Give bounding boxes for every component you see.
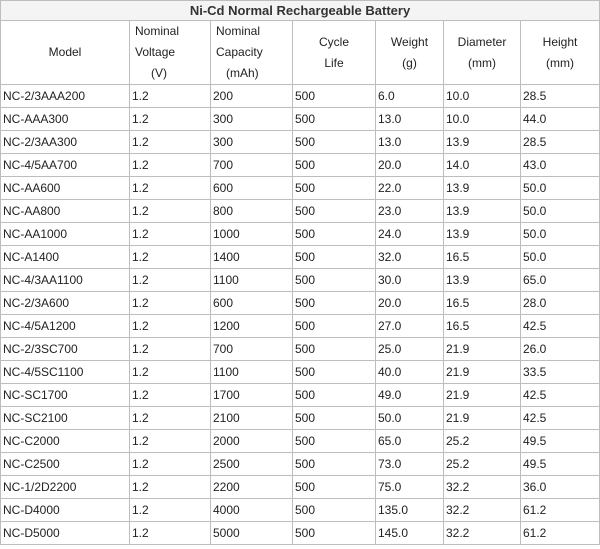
header-weight [376, 21, 444, 85]
cell-cycle-life: 500 [293, 499, 376, 522]
cell-weight: 23.0 [376, 200, 444, 223]
header-nominal-voltage [130, 21, 211, 85]
cell-nominal-capacity: 600 [211, 177, 293, 200]
table-row [1, 292, 600, 315]
header-model-line: Model [48, 45, 82, 59]
cell-cycle-life: 500 [293, 338, 376, 361]
cell-nominal-capacity: 1000 [211, 223, 293, 246]
cell-nominal-voltage: 1.2 [130, 476, 211, 499]
cell-height: 42.5 [521, 407, 600, 430]
cell-diameter: 10.0 [444, 85, 521, 108]
cell-cycle-life: 500 [293, 522, 376, 545]
header-height [521, 21, 600, 85]
cell-diameter: 13.9 [444, 223, 521, 246]
cell-weight: 20.0 [376, 154, 444, 177]
cell-weight: 25.0 [376, 338, 444, 361]
cell-model: NC-AA800 [1, 200, 130, 223]
cell-diameter: 25.2 [444, 430, 521, 453]
header-line: Diameter [457, 34, 507, 49]
cell-nominal-capacity: 700 [211, 154, 293, 177]
table-row [1, 499, 600, 522]
cell-nominal-capacity: 2000 [211, 430, 293, 453]
cell-weight: 32.0 [376, 246, 444, 269]
cell-nominal-voltage: 1.2 [130, 361, 211, 384]
cell-nominal-capacity: 1400 [211, 246, 293, 269]
cell-diameter: 21.9 [444, 384, 521, 407]
cell-nominal-voltage: 1.2 [130, 430, 211, 453]
cell-weight: 30.0 [376, 269, 444, 292]
cell-diameter: 16.5 [444, 315, 521, 338]
cell-weight: 13.0 [376, 131, 444, 154]
cell-nominal-capacity: 4000 [211, 499, 293, 522]
table-row [1, 407, 600, 430]
cell-model: NC-C2000 [1, 430, 130, 453]
cell-height: 49.5 [521, 430, 600, 453]
cell-diameter: 13.9 [444, 200, 521, 223]
cell-nominal-capacity: 800 [211, 200, 293, 223]
cell-cycle-life: 500 [293, 384, 376, 407]
cell-model: NC-SC2100 [1, 407, 130, 430]
cell-model: NC-4/3AA1100 [1, 269, 130, 292]
cell-weight: 135.0 [376, 499, 444, 522]
cell-cycle-life: 500 [293, 476, 376, 499]
header-model [1, 21, 130, 85]
cell-weight: 24.0 [376, 223, 444, 246]
cell-cycle-life: 500 [293, 292, 376, 315]
cell-model: NC-D4000 [1, 499, 130, 522]
cell-weight: 75.0 [376, 476, 444, 499]
cell-model: NC-4/5AA700 [1, 154, 130, 177]
cell-nominal-voltage: 1.2 [130, 177, 211, 200]
cell-cycle-life: 500 [293, 315, 376, 338]
cell-diameter: 21.9 [444, 361, 521, 384]
table-row [1, 315, 600, 338]
cell-weight: 6.0 [376, 85, 444, 108]
cell-nominal-capacity: 2500 [211, 453, 293, 476]
cell-nominal-capacity: 1200 [211, 315, 293, 338]
cell-model: NC-AA600 [1, 177, 130, 200]
cell-cycle-life: 500 [293, 361, 376, 384]
cell-nominal-capacity: 1100 [211, 361, 293, 384]
cell-nominal-voltage: 1.2 [130, 246, 211, 269]
header-line: Cycle [318, 34, 349, 49]
cell-model: NC-2/3A600 [1, 292, 130, 315]
cell-height: 28.5 [521, 85, 600, 108]
cell-diameter: 16.5 [444, 246, 521, 269]
cell-nominal-voltage: 1.2 [130, 154, 211, 177]
cell-cycle-life: 500 [293, 430, 376, 453]
table-row [1, 522, 600, 545]
cell-height: 28.5 [521, 131, 600, 154]
table-row [1, 246, 600, 269]
header-line: Nominal [216, 24, 261, 38]
cell-weight: 49.0 [376, 384, 444, 407]
cell-weight: 65.0 [376, 430, 444, 453]
header-nominal-capacity [211, 21, 293, 85]
header-diameter [444, 21, 521, 85]
cell-model: NC-A1400 [1, 246, 130, 269]
table-row [1, 177, 600, 200]
cell-model: NC-4/5A1200 [1, 315, 130, 338]
cell-cycle-life: 500 [293, 246, 376, 269]
cell-nominal-voltage: 1.2 [130, 499, 211, 522]
header-line: Life [324, 55, 344, 70]
table-row [1, 453, 600, 476]
cell-cycle-life: 500 [293, 453, 376, 476]
header-line: Nominal [135, 24, 180, 38]
table-title: Ni-Cd Normal Rechargeable Battery [0, 0, 600, 20]
header-row [1, 21, 600, 85]
cell-height: 33.5 [521, 361, 600, 384]
cell-nominal-voltage: 1.2 [130, 384, 211, 407]
cell-height: 42.5 [521, 315, 600, 338]
header-line: (mAh) [226, 66, 259, 80]
cell-weight: 73.0 [376, 453, 444, 476]
cell-model: NC-SC1700 [1, 384, 130, 407]
cell-nominal-capacity: 200 [211, 85, 293, 108]
cell-nominal-capacity: 700 [211, 338, 293, 361]
cell-height: 50.0 [521, 246, 600, 269]
cell-weight: 145.0 [376, 522, 444, 545]
cell-diameter: 13.9 [444, 177, 521, 200]
cell-height: 42.5 [521, 384, 600, 407]
cell-diameter: 16.5 [444, 292, 521, 315]
table-row [1, 476, 600, 499]
cell-diameter: 13.9 [444, 131, 521, 154]
cell-weight: 40.0 [376, 361, 444, 384]
cell-nominal-capacity: 300 [211, 131, 293, 154]
header-line: Height [542, 34, 578, 49]
cell-cycle-life: 500 [293, 154, 376, 177]
cell-model: NC-AAA300 [1, 108, 130, 131]
table-row [1, 269, 600, 292]
cell-nominal-capacity: 600 [211, 292, 293, 315]
header-line: (mm) [468, 55, 496, 70]
table-row [1, 430, 600, 453]
cell-nominal-voltage: 1.2 [130, 338, 211, 361]
cell-diameter: 32.2 [444, 499, 521, 522]
cell-nominal-voltage: 1.2 [130, 292, 211, 315]
cell-height: 43.0 [521, 154, 600, 177]
cell-weight: 50.0 [376, 407, 444, 430]
cell-cycle-life: 500 [293, 177, 376, 200]
cell-nominal-voltage: 1.2 [130, 269, 211, 292]
cell-height: 49.5 [521, 453, 600, 476]
cell-cycle-life: 500 [293, 131, 376, 154]
cell-nominal-capacity: 2200 [211, 476, 293, 499]
cell-nominal-voltage: 1.2 [130, 108, 211, 131]
cell-height: 65.0 [521, 269, 600, 292]
cell-cycle-life: 500 [293, 200, 376, 223]
cell-weight: 13.0 [376, 108, 444, 131]
cell-weight: 22.0 [376, 177, 444, 200]
cell-nominal-capacity: 1700 [211, 384, 293, 407]
cell-model: NC-4/5SC1100 [1, 361, 130, 384]
cell-diameter: 13.9 [444, 269, 521, 292]
cell-model: NC-1/2D2200 [1, 476, 130, 499]
header-line: (g) [402, 55, 417, 70]
cell-diameter: 14.0 [444, 154, 521, 177]
cell-cycle-life: 500 [293, 269, 376, 292]
table-row [1, 131, 600, 154]
header-line: Voltage [135, 45, 176, 59]
header-cycle-life [293, 21, 376, 85]
cell-nominal-voltage: 1.2 [130, 200, 211, 223]
cell-height: 50.0 [521, 177, 600, 200]
cell-height: 44.0 [521, 108, 600, 131]
table-row [1, 338, 600, 361]
cell-weight: 20.0 [376, 292, 444, 315]
table-row [1, 85, 600, 108]
cell-diameter: 10.0 [444, 108, 521, 131]
cell-nominal-voltage: 1.2 [130, 315, 211, 338]
cell-nominal-voltage: 1.2 [130, 131, 211, 154]
cell-model: NC-D5000 [1, 522, 130, 545]
cell-height: 61.2 [521, 522, 600, 545]
table-row [1, 384, 600, 407]
battery-spec-table [0, 20, 600, 545]
cell-cycle-life: 500 [293, 85, 376, 108]
cell-nominal-capacity: 2100 [211, 407, 293, 430]
cell-diameter: 21.9 [444, 338, 521, 361]
cell-height: 36.0 [521, 476, 600, 499]
table-body [1, 85, 600, 545]
cell-nominal-voltage: 1.2 [130, 407, 211, 430]
cell-nominal-capacity: 1100 [211, 269, 293, 292]
table-row [1, 108, 600, 131]
cell-model: NC-C2500 [1, 453, 130, 476]
cell-height: 26.0 [521, 338, 600, 361]
table-row [1, 361, 600, 384]
cell-model: NC-AA1000 [1, 223, 130, 246]
cell-diameter: 32.2 [444, 522, 521, 545]
cell-height: 50.0 [521, 200, 600, 223]
cell-height: 50.0 [521, 223, 600, 246]
cell-diameter: 21.9 [444, 407, 521, 430]
cell-cycle-life: 500 [293, 108, 376, 131]
header-line: (mm) [546, 55, 574, 70]
table-row [1, 154, 600, 177]
cell-cycle-life: 500 [293, 223, 376, 246]
header-line: Weight [390, 34, 429, 49]
cell-model: NC-2/3AA300 [1, 131, 130, 154]
cell-nominal-capacity: 5000 [211, 522, 293, 545]
cell-cycle-life: 500 [293, 407, 376, 430]
table-row [1, 200, 600, 223]
cell-height: 61.2 [521, 499, 600, 522]
header-line: Capacity [216, 45, 263, 59]
cell-nominal-voltage: 1.2 [130, 223, 211, 246]
cell-nominal-voltage: 1.2 [130, 453, 211, 476]
cell-model: NC-2/3AAA200 [1, 85, 130, 108]
cell-height: 28.0 [521, 292, 600, 315]
cell-weight: 27.0 [376, 315, 444, 338]
cell-model: NC-2/3SC700 [1, 338, 130, 361]
cell-diameter: 25.2 [444, 453, 521, 476]
cell-nominal-voltage: 1.2 [130, 85, 211, 108]
header-line: (V) [151, 66, 167, 80]
cell-nominal-capacity: 300 [211, 108, 293, 131]
cell-nominal-voltage: 1.2 [130, 522, 211, 545]
table-row [1, 223, 600, 246]
cell-diameter: 32.2 [444, 476, 521, 499]
